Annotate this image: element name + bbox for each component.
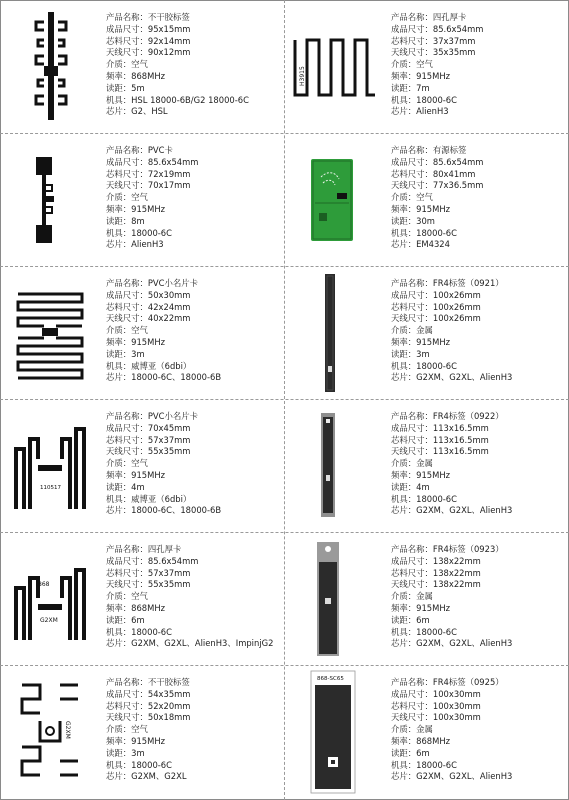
label-name: 产品名称： — [391, 145, 433, 155]
value-name: 有源标签 — [432, 145, 467, 155]
product-card — [0, 399, 284, 532]
label-reader: 机具： — [391, 94, 417, 105]
label-range: 读距： — [391, 614, 417, 625]
value-name: 不干胶标签 — [147, 677, 190, 687]
value-chip-size: 80x41mm — [432, 168, 476, 179]
label-medium: 介质： — [106, 192, 132, 203]
label-reader: 机具： — [106, 360, 132, 371]
label-medium: 介质： — [391, 325, 417, 336]
value-freq: 915MHz — [131, 735, 166, 746]
label-range: 读距： — [391, 348, 417, 359]
value-antenna: 90x12mm — [147, 47, 191, 58]
label-chip-size: 芯料尺寸： — [391, 700, 433, 711]
value-size: 85.6x54mm — [432, 156, 484, 167]
product-card — [0, 133, 284, 266]
value-name: 四孔厚卡 — [432, 12, 467, 22]
value-size: 138x22mm — [432, 555, 481, 566]
value-range: 3m — [131, 747, 145, 758]
value-size: 100x26mm — [432, 289, 481, 300]
image-text-secondary: G2XM — [40, 617, 58, 624]
value-name: PVC小名片卡 — [147, 411, 199, 421]
value-medium: 金属 — [416, 724, 433, 735]
product-card — [0, 266, 284, 399]
product-image — [285, 266, 385, 399]
value-name: PVC小名片卡 — [147, 278, 199, 288]
value-freq: 915MHz — [131, 469, 166, 480]
value-chip-size: 113x16.5mm — [432, 434, 489, 445]
label-freq: 频率： — [106, 336, 132, 347]
label-freq: 频率： — [106, 735, 132, 746]
label-medium: 介质： — [391, 192, 417, 203]
label-size: 成品尺寸： — [106, 156, 148, 167]
value-name: FR4标签（0923） — [432, 544, 504, 554]
value-antenna: 35x35mm — [432, 47, 476, 58]
value-range: 30m — [416, 215, 435, 226]
value-range: 3m — [131, 348, 145, 359]
label-chip-size: 芯料尺寸： — [391, 35, 433, 46]
value-antenna: 55x35mm — [147, 579, 191, 590]
label-chip: 芯片： — [106, 771, 132, 782]
value-antenna: 113x16.5mm — [432, 446, 489, 457]
product-specs — [106, 145, 282, 251]
value-range: 6m — [416, 614, 430, 625]
label-chip: 芯片： — [391, 638, 417, 649]
value-range: 3m — [416, 348, 430, 359]
value-size: 50x30mm — [147, 289, 191, 300]
meander-inlay-image — [0, 266, 100, 399]
label-medium: 介质： — [106, 458, 132, 469]
product-card — [285, 133, 569, 266]
value-freq: 868MHz — [131, 602, 166, 613]
label-size: 成品尺寸： — [106, 688, 148, 699]
value-chip: G2XM、G2XL、AlienH3 — [416, 372, 513, 383]
image-text: 110517 — [40, 485, 61, 491]
label-medium: 介质： — [106, 325, 132, 336]
label-name: 产品名称： — [391, 12, 433, 22]
value-chip: AlienH3 — [131, 239, 164, 250]
product-card — [0, 532, 284, 665]
value-antenna: 100x30mm — [432, 712, 481, 723]
label-chip: 芯片： — [106, 638, 132, 649]
value-size: 95x15mm — [147, 23, 191, 34]
value-freq: 915MHz — [416, 336, 451, 347]
value-medium: 空气 — [131, 591, 148, 602]
value-freq: 915MHz — [416, 469, 451, 480]
product-specs — [391, 278, 567, 384]
label-chip: 芯片： — [391, 771, 417, 782]
sticker-inlay-image — [0, 665, 100, 798]
product-specs — [106, 12, 282, 118]
label-chip-size: 芯料尺寸： — [106, 567, 148, 578]
image-text: G2XM — [64, 721, 71, 739]
value-name: 不干胶标签 — [147, 12, 190, 22]
label-chip: 芯片： — [391, 505, 417, 516]
label-freq: 频率： — [391, 336, 417, 347]
label-name: 产品名称： — [106, 677, 148, 687]
label-chip-size: 芯料尺寸： — [106, 168, 148, 179]
value-range: 5m — [131, 82, 145, 93]
label-medium: 介质： — [106, 724, 132, 735]
label-reader: 机具： — [106, 227, 132, 238]
value-name: PVC卡 — [147, 145, 173, 155]
value-medium: 空气 — [416, 59, 433, 70]
value-chip: G2XM、G2XL — [131, 771, 187, 782]
value-range: 4m — [416, 481, 430, 492]
label-reader: 机具： — [391, 759, 417, 770]
sticker-inlay-image — [0, 0, 100, 133]
label-size: 成品尺寸： — [391, 156, 433, 167]
product-card — [285, 532, 569, 665]
value-freq: 915MHz — [416, 203, 451, 214]
label-reader: 机具： — [106, 626, 132, 637]
label-chip-size: 芯料尺寸： — [106, 700, 148, 711]
label-range: 读距： — [106, 82, 132, 93]
value-chip-size: 52x20mm — [147, 700, 191, 711]
label-medium: 介质： — [391, 458, 417, 469]
value-reader: 18000-6C — [416, 626, 457, 637]
label-freq: 频率： — [391, 735, 417, 746]
value-size: 54x35mm — [147, 688, 191, 699]
label-chip: 芯片： — [391, 106, 417, 117]
value-reader: 威博亚（6dbi） — [131, 360, 192, 371]
label-range: 读距： — [391, 747, 417, 758]
value-antenna: 40x22mm — [147, 313, 191, 324]
value-chip: G2XM、G2XL、AlienH3 — [416, 505, 513, 516]
value-chip-size: 100x26mm — [432, 301, 481, 312]
label-medium: 介质： — [106, 59, 132, 70]
product-image — [0, 399, 100, 532]
value-medium: 金属 — [416, 591, 433, 602]
value-reader: 威博亚（6dbi） — [131, 493, 192, 504]
value-size: 70x45mm — [147, 422, 191, 433]
fr4-tag-image — [285, 665, 385, 798]
label-range: 读距： — [106, 747, 132, 758]
label-chip-size: 芯料尺寸： — [391, 168, 433, 179]
label-freq: 频率： — [391, 469, 417, 480]
value-antenna: 50x18mm — [147, 712, 191, 723]
product-card — [285, 399, 569, 532]
label-name: 产品名称： — [106, 411, 148, 421]
product-image — [0, 266, 100, 399]
value-freq: 915MHz — [131, 336, 166, 347]
value-reader: 18000-6C — [416, 94, 457, 105]
label-chip: 芯片： — [106, 106, 132, 117]
label-size: 成品尺寸： — [391, 23, 433, 34]
value-chip-size: 72x19mm — [147, 168, 191, 179]
value-chip: G2XM、G2XL、AlienH3 — [416, 638, 513, 649]
label-name: 产品名称： — [106, 544, 148, 554]
product-image — [0, 133, 100, 266]
fr4-strip-image — [285, 532, 385, 665]
value-name: FR4标签（0925） — [432, 677, 504, 687]
label-freq: 频率： — [106, 602, 132, 613]
product-image — [0, 0, 100, 133]
label-chip: 芯片： — [391, 239, 417, 250]
label-chip: 芯片： — [106, 505, 132, 516]
label-reader: 机具： — [391, 360, 417, 371]
label-antenna: 天线尺寸： — [106, 313, 148, 324]
label-range: 读距： — [106, 614, 132, 625]
product-specs — [391, 544, 567, 650]
product-specs — [106, 411, 282, 517]
product-image — [0, 532, 100, 665]
label-freq: 频率： — [391, 70, 417, 81]
label-name: 产品名称： — [391, 544, 433, 554]
product-image — [285, 0, 385, 133]
label-antenna: 天线尺寸： — [106, 712, 148, 723]
value-size: 85.6x54mm — [432, 23, 484, 34]
product-specs — [106, 677, 282, 783]
label-chip-size: 芯料尺寸： — [106, 301, 148, 312]
value-antenna: 100x26mm — [432, 313, 481, 324]
product-specs — [106, 278, 282, 384]
label-chip-size: 芯料尺寸： — [106, 434, 148, 445]
value-size: 85.6x54mm — [147, 555, 199, 566]
label-range: 读距： — [391, 215, 417, 226]
label-chip-size: 芯料尺寸： — [106, 35, 148, 46]
value-reader: 18000-6C — [131, 626, 172, 637]
value-chip-size: 57x37mm — [147, 567, 191, 578]
label-size: 成品尺寸： — [391, 289, 433, 300]
label-antenna: 天线尺寸： — [106, 446, 148, 457]
label-chip: 芯片： — [391, 372, 417, 383]
label-antenna: 天线尺寸： — [106, 180, 148, 191]
value-medium: 金属 — [416, 325, 433, 336]
product-card — [285, 665, 569, 798]
label-reader: 机具： — [106, 493, 132, 504]
value-reader: 18000-6C — [416, 360, 457, 371]
value-medium: 空气 — [131, 458, 148, 469]
label-chip: 芯片： — [106, 372, 132, 383]
product-image — [285, 399, 385, 532]
label-reader: 机具： — [106, 759, 132, 770]
value-reader: 18000-6C — [131, 227, 172, 238]
label-range: 读距： — [106, 215, 132, 226]
label-antenna: 天线尺寸： — [391, 313, 433, 324]
value-name: FR4标签（0921） — [432, 278, 504, 288]
label-medium: 介质： — [391, 59, 417, 70]
value-chip: G2、HSL — [131, 106, 168, 117]
label-size: 成品尺寸： — [391, 422, 433, 433]
label-chip-size: 芯料尺寸： — [391, 567, 433, 578]
label-reader: 机具： — [391, 626, 417, 637]
value-antenna: 77x36.5mm — [432, 180, 484, 191]
label-antenna: 天线尺寸： — [106, 47, 148, 58]
product-card — [285, 0, 569, 133]
value-size: 113x16.5mm — [432, 422, 489, 433]
value-freq: 915MHz — [416, 602, 451, 613]
label-freq: 频率： — [391, 602, 417, 613]
product-card — [0, 0, 284, 133]
value-antenna: 55x35mm — [147, 446, 191, 457]
label-antenna: 天线尺寸： — [391, 446, 433, 457]
value-size: 85.6x54mm — [147, 156, 199, 167]
value-medium: 空气 — [416, 192, 433, 203]
label-reader: 机具： — [391, 227, 417, 238]
pvc-card-inlay-image — [0, 133, 100, 266]
label-name: 产品名称： — [391, 677, 433, 687]
label-size: 成品尺寸： — [106, 422, 148, 433]
label-freq: 频率： — [106, 203, 132, 214]
value-chip: AlienH3 — [416, 106, 449, 117]
value-range: 6m — [131, 614, 145, 625]
value-reader: 18000-6C — [131, 759, 172, 770]
label-antenna: 天线尺寸： — [391, 579, 433, 590]
value-range: 7m — [416, 82, 430, 93]
label-size: 成品尺寸： — [391, 555, 433, 566]
value-chip-size: 37x37mm — [432, 35, 476, 46]
value-medium: 金属 — [416, 458, 433, 469]
label-reader: 机具： — [106, 94, 132, 105]
image-text: H3915 — [299, 66, 306, 86]
label-name: 产品名称： — [106, 12, 148, 22]
value-freq: 915MHz — [416, 70, 451, 81]
value-medium: 空气 — [131, 724, 148, 735]
label-reader: 机具： — [391, 493, 417, 504]
four-hole-card-inlay-image — [0, 532, 100, 665]
label-antenna: 天线尺寸： — [106, 579, 148, 590]
label-size: 成品尺寸： — [106, 555, 148, 566]
label-range: 读距： — [106, 348, 132, 359]
value-chip-size: 57x37mm — [147, 434, 191, 445]
label-name: 产品名称： — [391, 411, 433, 421]
label-freq: 频率： — [106, 70, 132, 81]
value-reader: 18000-6C — [416, 227, 457, 238]
product-specs — [391, 12, 567, 118]
product-card — [0, 665, 284, 798]
value-chip: EM4324 — [416, 239, 450, 250]
value-reader: 18000-6C — [416, 759, 457, 770]
label-size: 成品尺寸： — [106, 23, 148, 34]
label-antenna: 天线尺寸： — [391, 180, 433, 191]
value-freq: 868MHz — [416, 735, 451, 746]
value-chip-size: 92x14mm — [147, 35, 191, 46]
active-tag-pcb-image — [285, 133, 385, 266]
label-size: 成品尺寸： — [391, 688, 433, 699]
label-range: 读距： — [106, 481, 132, 492]
label-freq: 频率： — [106, 469, 132, 480]
value-medium: 空气 — [131, 59, 148, 70]
value-reader: HSL 18000-6B/G2 18000-6C — [131, 94, 249, 105]
value-chip-size: 100x30mm — [432, 700, 481, 711]
label-freq: 频率： — [391, 203, 417, 214]
product-specs — [391, 145, 567, 251]
value-chip: 18000-6C、18000-6B — [131, 372, 222, 383]
business-card-inlay-image — [0, 399, 100, 532]
value-medium: 空气 — [131, 192, 148, 203]
product-specs — [106, 544, 282, 650]
label-chip-size: 芯料尺寸： — [391, 301, 433, 312]
image-text: 868-SC65 — [317, 676, 344, 682]
product-image — [285, 532, 385, 665]
label-medium: 介质： — [391, 724, 417, 735]
product-image — [0, 665, 100, 798]
value-antenna: 70x17mm — [147, 180, 191, 191]
value-freq: 868MHz — [131, 70, 166, 81]
label-chip-size: 芯料尺寸： — [391, 434, 433, 445]
label-medium: 介质： — [391, 591, 417, 602]
fr4-strip-image — [285, 266, 385, 399]
product-image — [285, 665, 385, 798]
label-range: 读距： — [391, 481, 417, 492]
value-reader: 18000-6C — [416, 493, 457, 504]
value-medium: 空气 — [131, 325, 148, 336]
fr4-strip-image — [285, 399, 385, 532]
label-range: 读距： — [391, 82, 417, 93]
label-name: 产品名称： — [106, 145, 148, 155]
label-chip: 芯片： — [106, 239, 132, 250]
value-chip-size: 42x24mm — [147, 301, 191, 312]
value-chip: 18000-6C、18000-6B — [131, 505, 222, 516]
product-specs — [391, 411, 567, 517]
value-chip-size: 138x22mm — [432, 567, 481, 578]
value-range: 8m — [131, 215, 145, 226]
label-medium: 介质： — [106, 591, 132, 602]
value-range: 6m — [416, 747, 430, 758]
value-antenna: 138x22mm — [432, 579, 481, 590]
value-size: 100x30mm — [432, 688, 481, 699]
value-name: FR4标签（0922） — [432, 411, 504, 421]
product-card — [285, 266, 569, 399]
value-chip: G2XM、G2XL、AlienH3 — [416, 771, 513, 782]
label-name: 产品名称： — [106, 278, 148, 288]
value-range: 4m — [131, 481, 145, 492]
value-name: 四孔厚卡 — [147, 544, 182, 554]
value-freq: 915MHz — [131, 203, 166, 214]
image-text: 868 — [38, 581, 50, 588]
label-name: 产品名称： — [391, 278, 433, 288]
label-antenna: 天线尺寸： — [391, 712, 433, 723]
label-antenna: 天线尺寸： — [391, 47, 433, 58]
four-hole-card-image — [285, 0, 385, 133]
label-size: 成品尺寸： — [106, 289, 148, 300]
product-specs — [391, 677, 567, 783]
product-image — [285, 133, 385, 266]
value-chip: G2XM、G2XL、AlienH3、ImpinjG2 — [131, 638, 274, 649]
